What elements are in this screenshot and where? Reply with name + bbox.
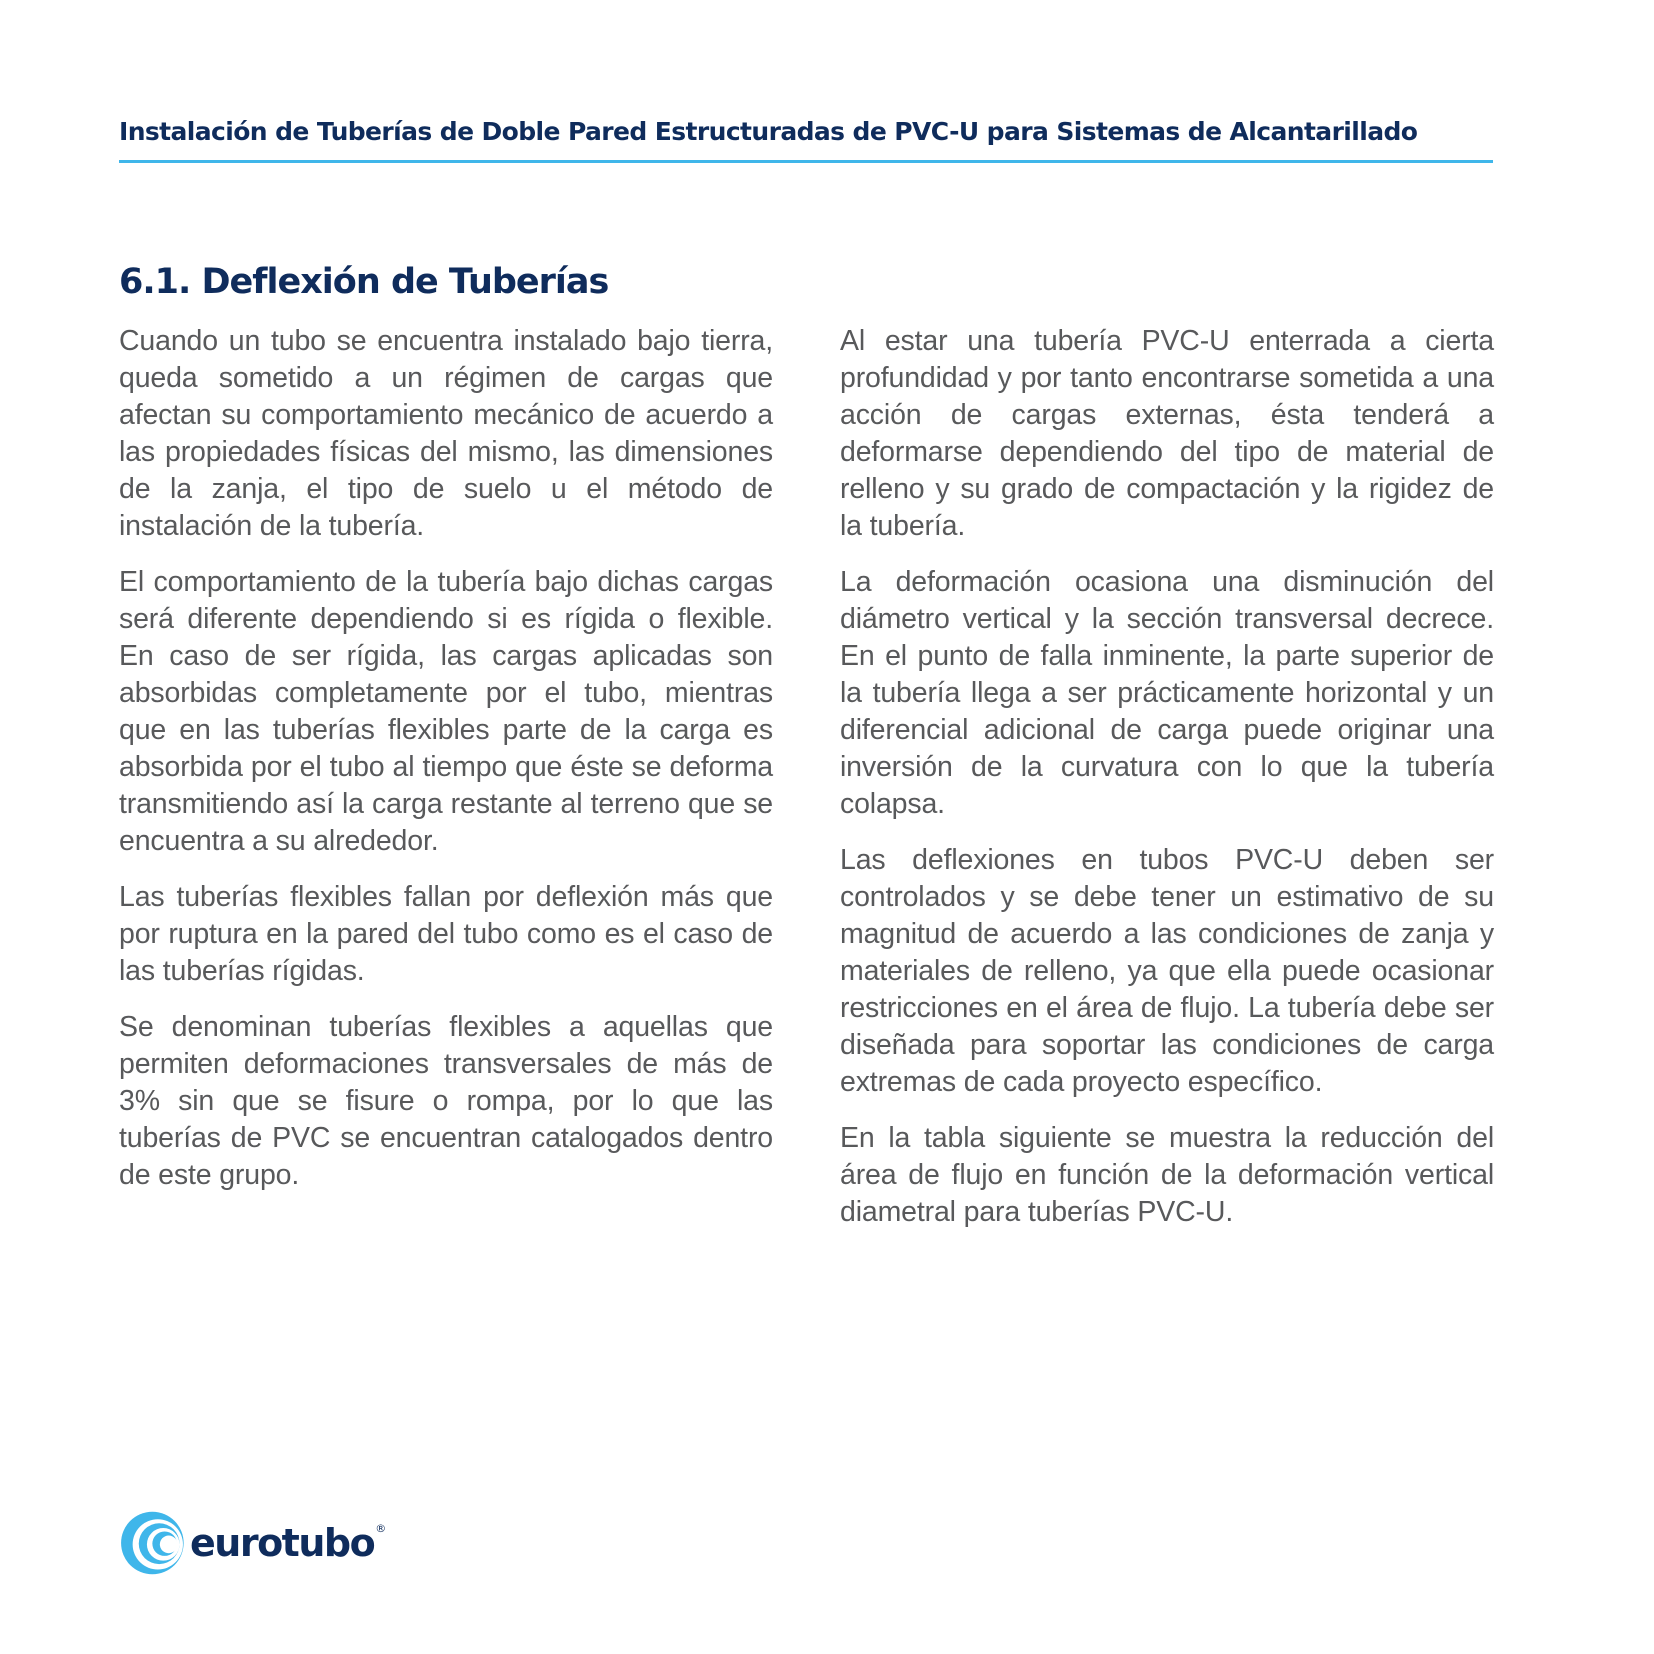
- eurotubo-swirl-icon: [117, 1509, 185, 1577]
- registered-mark: ®: [375, 1522, 387, 1535]
- paragraph: El comportamiento de la tubería bajo dichas cargas será diferente dependiendo si es rígida o flexible. En caso de ser rígida, las cargas aplicadas son absorbidas completamente por el tubo, mientras que en las tuberías flexibles parte de la carga es absorbida por el tubo al tiempo que éste se deforma transmitiendo así la carga restante al terreno que se encuentra a su alrededor.: [119, 566, 773, 857]
- paragraph: Se denominan tuberías flexibles a aquellas que permiten deformaciones transversales de más de 3% sin que se fisure o rompa, por lo que las tuberías de PVC se encuentran catalogados dentro de este grupo.: [119, 1011, 773, 1191]
- paragraph: La deformación ocasiona una disminución del diámetro vertical y la sección transversal decrece. En el punto de falla inminente, la parte superior de la tubería llega a ser prácticamente horizontal y un diferencial adicional de carga puede originar una inversión de la curvatura con lo que la tubería colapsa.: [840, 566, 1494, 820]
- paragraph: Las deflexiones en tubos PVC-U deben ser controlados y se debe tener un estimativo de su magnitud de acuerdo a las condiciones de zanja y materiales de relleno, ya que ella puede ocasionar restricciones en el área de flujo. La tubería debe ser diseñada para soportar las condiciones de carga extremas de cada proyecto específico.: [840, 844, 1494, 1098]
- paragraph: Al estar una tubería PVC-U enterrada a cierta profundidad y por tanto encontrarse sometida a una acción de cargas externas, ésta tenderá a deformarse dependiendo del tipo de material de relleno y su grado de compactación y la rigidez de la tubería.: [840, 325, 1494, 542]
- eurotubo-logo: [117, 1508, 386, 1578]
- paragraph: Las tuberías flexibles fallan por deflexión más que por ruptura en la pared del tubo como es el caso de las tuberías rígidas.: [119, 881, 773, 987]
- section-title: 6.1. Deflexión de Tuberías: [119, 262, 609, 302]
- right-column: [840, 323, 1494, 1250]
- page-header: [119, 112, 1493, 163]
- paragraph: En la tabla siguiente se muestra la reducción del área de flujo en función de la deformación vertical diametral para tuberías PVC-U.: [840, 1122, 1494, 1228]
- paragraph: Cuando un tubo se encuentra instalado bajo tierra, queda sometido a un régimen de cargas que afectan su comportamiento mecánico de acuerdo a las propiedades físicas del mismo, las dimensiones de la zanja, el tipo de suelo u el método de instalación de la tubería.: [119, 325, 773, 542]
- left-column: [119, 323, 773, 1213]
- document-title: Instalación de Tuberías de Doble Pared Estructuradas de PVC-U para Sistemas de Alcantarillado: [119, 117, 1418, 146]
- logo-wordmark: eurotubo: [190, 1521, 375, 1565]
